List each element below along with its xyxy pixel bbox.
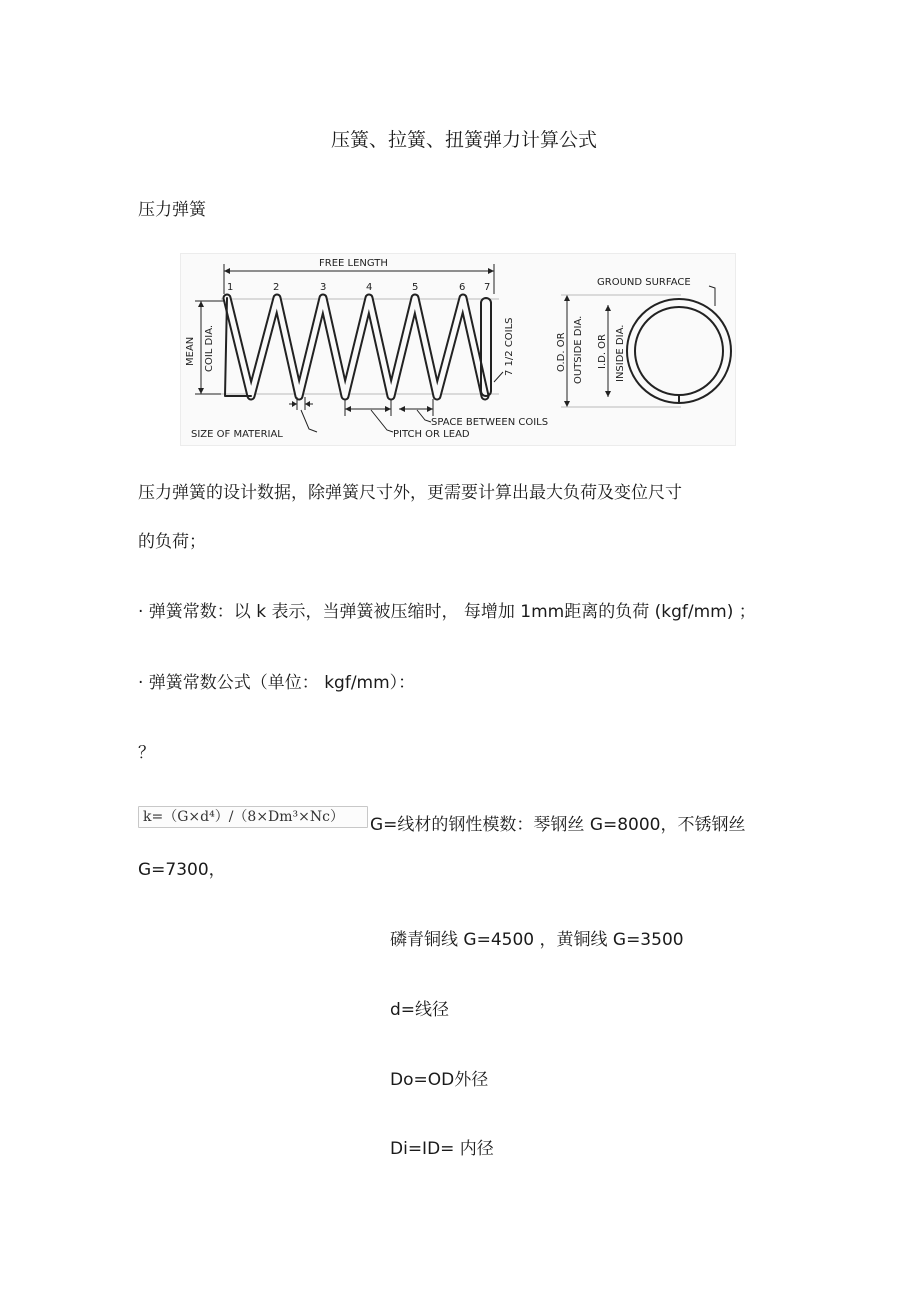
question-mark: ？ bbox=[138, 743, 155, 763]
pitch-label: PITCH OR LEAD bbox=[393, 429, 470, 440]
g-phosphor-brass: 磷青铜线 G=4500 ，黄铜线 G=3500 bbox=[390, 930, 684, 950]
paragraph-line-2: 的负荷； bbox=[138, 532, 206, 552]
coil-dia-label: COIL DIA. bbox=[204, 324, 215, 372]
id-label: I.D. OR bbox=[597, 333, 608, 369]
document-title: 压簧、拉簧、扭簧弹力计算公式 bbox=[331, 129, 598, 151]
mean-label: MEAN bbox=[185, 336, 196, 366]
coils-label: 7 1/2 COILS bbox=[504, 317, 515, 376]
space-between-label: SPACE BETWEEN COILS bbox=[431, 417, 549, 428]
coil-number: 5 bbox=[412, 282, 419, 293]
formula-image: k=（G×d⁴）/（8×Dm³×Nc） bbox=[138, 806, 368, 828]
section-heading: 压力弹簧 bbox=[138, 200, 206, 220]
coil-number: 4 bbox=[366, 282, 373, 293]
g-stainless-value: G=7300， bbox=[138, 860, 226, 880]
g-definition: G=线材的钢性模数：琴钢丝 G=8000，不锈钢丝 bbox=[370, 815, 746, 835]
ground-surface-label: GROUND SURFACE bbox=[597, 277, 691, 288]
do-definition: Do=OD外径 bbox=[390, 1070, 489, 1090]
coil-number: 7 bbox=[484, 282, 491, 293]
coil-number: 6 bbox=[459, 282, 466, 293]
paragraph-line-1: 压力弹簧的设计数据，除弹簧尺寸外，更需要计算出最大负荷及变位尺寸 bbox=[138, 483, 682, 503]
inside-dia-label: INSIDE DIA. bbox=[615, 324, 626, 382]
d-definition: d=线径 bbox=[390, 1000, 450, 1020]
od-label: O.D. OR bbox=[556, 332, 567, 372]
di-definition: Di=ID= 内径 bbox=[390, 1139, 494, 1159]
coil-number: 1 bbox=[227, 282, 234, 293]
outside-dia-label: OUTSIDE DIA. bbox=[573, 315, 584, 384]
coil-number: 3 bbox=[320, 282, 327, 293]
bullet-spring-constant: · 弹簧常数：以 k 表示，当弹簧被压缩时， 每增加 1mm距离的负荷 (kgf/mm) ； bbox=[138, 602, 756, 622]
compression-spring-figure bbox=[180, 253, 736, 446]
coil-number: 2 bbox=[273, 282, 280, 293]
bullet-formula-unit: · 弹簧常数公式（单位： kgf/mm）： bbox=[138, 673, 416, 693]
free-length-label: FREE LENGTH bbox=[319, 258, 388, 269]
size-of-material-label: SIZE OF MATERIAL bbox=[191, 429, 283, 440]
